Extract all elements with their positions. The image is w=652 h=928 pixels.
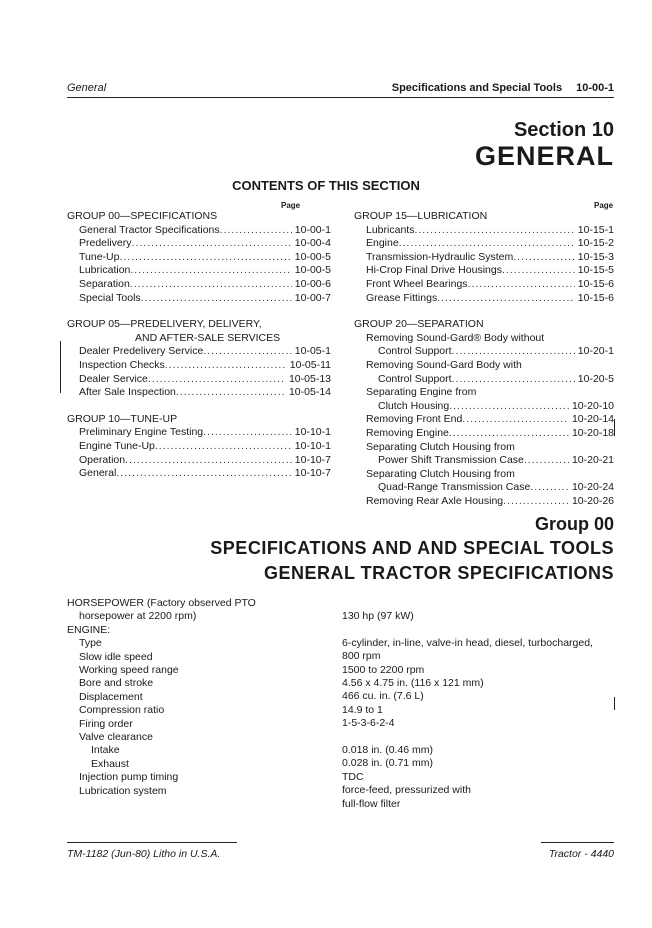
group-title-cont: AND AFTER-SALE SERVICES bbox=[135, 331, 281, 344]
revision-bar bbox=[614, 419, 615, 436]
spec-value bbox=[342, 731, 614, 744]
spec-value: 1500 to 2200 rpm bbox=[342, 663, 425, 676]
header-rule bbox=[67, 97, 614, 98]
spec-label: HORSEPOWER (Factory observed PTO bbox=[67, 597, 256, 609]
contents-entry[interactable]: Operation ..... 10-10-7 bbox=[67, 454, 331, 468]
contents-entry[interactable]: Lubrication ..... 10-00-5 bbox=[67, 264, 331, 278]
contents-entry[interactable]: Preliminary Engine Testing ..... 10-10-1 bbox=[67, 426, 331, 440]
footer-right: Tractor - 4440 bbox=[548, 848, 614, 860]
contents-left-column bbox=[67, 210, 331, 481]
section-number: Section 10 bbox=[513, 119, 614, 141]
general-specs-heading: GENERAL TRACTOR SPECIFICATIONS bbox=[263, 563, 614, 583]
spec-label: Valve clearance bbox=[79, 731, 153, 744]
spec-label: horsepower at 2200 rpm) bbox=[79, 610, 197, 623]
contents-entry-label: Separating Engine from bbox=[366, 386, 477, 399]
contents-entry[interactable]: Control Support ..... 10-20-5 bbox=[354, 373, 614, 387]
spec-value: 466 cu. in. (7.6 L) bbox=[342, 690, 424, 703]
contents-entry[interactable]: Transmission-Hydraulic System ..... 10-15-3 bbox=[354, 251, 614, 265]
contents-entry-label: Separating Clutch Housing from bbox=[366, 440, 515, 453]
spec-values bbox=[342, 610, 614, 811]
group-title: GROUP 05—PREDELIVERY, DELIVERY, bbox=[67, 318, 262, 331]
contents-entry[interactable]: Dealer Predelivery Service ..... 10-05-1 bbox=[67, 345, 331, 359]
contents-entry[interactable]: Removing Front End ..... 10-20-14 bbox=[354, 413, 614, 427]
contents-entry[interactable]: Separation ..... 10-00-6 bbox=[67, 278, 331, 292]
spec-value: 6-cylinder, in-line, valve-in head, diesel, turbocharged, bbox=[342, 636, 593, 649]
contents-entry[interactable]: Removing Rear Axle Housing ..... 10-20-26 bbox=[354, 495, 614, 509]
group-heading: Group 00 bbox=[534, 514, 614, 534]
spec-label: Lubrication system bbox=[79, 784, 167, 797]
spec-label: Exhaust bbox=[91, 757, 129, 770]
contents-right-column bbox=[354, 210, 614, 508]
group-title: GROUP 00—SPECIFICATIONS bbox=[67, 210, 218, 222]
contents-entry[interactable]: Predelivery ..... 10-00-4 bbox=[67, 237, 331, 251]
contents-entry[interactable]: General Tractor Specifications ..... 10-00-1 bbox=[67, 224, 331, 238]
contents-entry[interactable]: Front Wheel Bearings ..... 10-15-6 bbox=[354, 278, 614, 292]
contents-entry[interactable]: Grease Fittings ..... 10-15-6 bbox=[354, 292, 614, 306]
contents-entry[interactable]: Inspection Checks ..... 10-05-11 bbox=[67, 359, 331, 373]
spec-value: 0.018 in. (0.46 mm) bbox=[342, 744, 434, 757]
group-title: GROUP 15—LUBRICATION bbox=[354, 210, 488, 222]
revision-bar bbox=[60, 341, 61, 393]
contents-entry-label: Separating Clutch Housing from bbox=[366, 467, 515, 480]
section-title: GENERAL bbox=[474, 141, 614, 171]
spec-value: full-flow filter bbox=[342, 797, 401, 810]
contents-entry[interactable]: Engine ..... 10-15-2 bbox=[354, 237, 614, 251]
spec-label: Firing order bbox=[79, 717, 133, 730]
spec-value: 800 rpm bbox=[342, 650, 381, 663]
spec-label: Injection pump timing bbox=[79, 771, 179, 784]
running-header-title: Specifications and Special Tools bbox=[391, 82, 563, 94]
revision-bar bbox=[614, 697, 615, 710]
contents-entry[interactable]: Engine Tune-Up ..... 10-10-1 bbox=[67, 440, 331, 454]
running-header-left: General bbox=[67, 82, 107, 94]
group-title: GROUP 10—TUNE-UP bbox=[67, 412, 178, 425]
contents-entry[interactable]: Clutch Housing ..... 10-20-10 bbox=[354, 400, 614, 414]
running-header-right bbox=[392, 82, 614, 94]
spec-label: Type bbox=[79, 637, 102, 650]
contents-entry[interactable]: Quad-Range Transmission Case ..... 10-20-24 bbox=[354, 481, 614, 495]
contents-entry[interactable]: Dealer Service ..... 10-05-13 bbox=[67, 373, 331, 387]
footer-rule-left bbox=[67, 842, 237, 843]
contents-title: CONTENTS OF THIS SECTION bbox=[232, 178, 420, 193]
footer-left: TM-1182 (Jun-80) Litho in U.S.A. bbox=[67, 848, 221, 860]
contents-entry[interactable]: After Sale Inspection ..... 10-05-14 bbox=[67, 386, 331, 400]
contents-entry[interactable]: Control Support ..... 10-20-1 bbox=[354, 345, 614, 359]
spec-label: Compression ratio bbox=[79, 704, 165, 717]
contents-page-label-right: Page bbox=[594, 201, 614, 210]
contents-entry[interactable]: General ..... 10-10-7 bbox=[67, 467, 331, 481]
contents-entry[interactable]: Tune-Up ..... 10-00-5 bbox=[67, 251, 331, 265]
spec-value: 14.9 to 1 bbox=[342, 703, 383, 716]
group-title: GROUP 20—SEPARATION bbox=[354, 318, 484, 331]
page-number: 10-00-1 bbox=[576, 82, 614, 94]
spec-label: Intake bbox=[91, 744, 120, 757]
spec-label: Working speed range bbox=[79, 664, 179, 677]
spec-label: Slow idle speed bbox=[79, 650, 153, 663]
spec-value: 4.56 x 4.75 in. (116 x 121 mm) bbox=[342, 677, 484, 690]
contents-entry[interactable]: Power Shift Transmission Case ..... 10-20-21 bbox=[354, 454, 614, 468]
contents-entry[interactable]: Hi-Crop Final Drive Housings ..... 10-15-5 bbox=[354, 264, 614, 278]
spec-value: TDC bbox=[342, 770, 364, 783]
spec-label: Bore and stroke bbox=[79, 677, 154, 690]
spec-section-label: ENGINE: bbox=[67, 623, 111, 636]
contents-entry[interactable]: Removing Engine ..... 10-20-18 bbox=[354, 427, 614, 441]
spec-value: 130 hp (97 kW) bbox=[342, 610, 414, 622]
contents-entry[interactable]: Lubricants ..... 10-15-1 bbox=[354, 224, 614, 238]
contents-entry[interactable]: Special Tools ..... 10-00-7 bbox=[67, 292, 331, 306]
contents-entry-label: Removing Sound-Gard Body with bbox=[366, 358, 522, 371]
spec-value: force-feed, pressurized with bbox=[342, 784, 471, 797]
spec-value: 0.028 in. (0.71 mm) bbox=[342, 757, 434, 770]
spec-labels bbox=[67, 597, 317, 798]
specifications-heading: SPECIFICATIONS AND AND SPECIAL TOOLS bbox=[210, 538, 614, 558]
footer-rule-right bbox=[541, 842, 614, 843]
contents-page-label-left: Page bbox=[281, 201, 301, 210]
contents-entry-label: Removing Sound-Gard® Body without bbox=[366, 331, 545, 344]
spec-value: 1-5-3-6-2-4 bbox=[342, 717, 395, 730]
spec-label: Displacement bbox=[79, 690, 143, 703]
